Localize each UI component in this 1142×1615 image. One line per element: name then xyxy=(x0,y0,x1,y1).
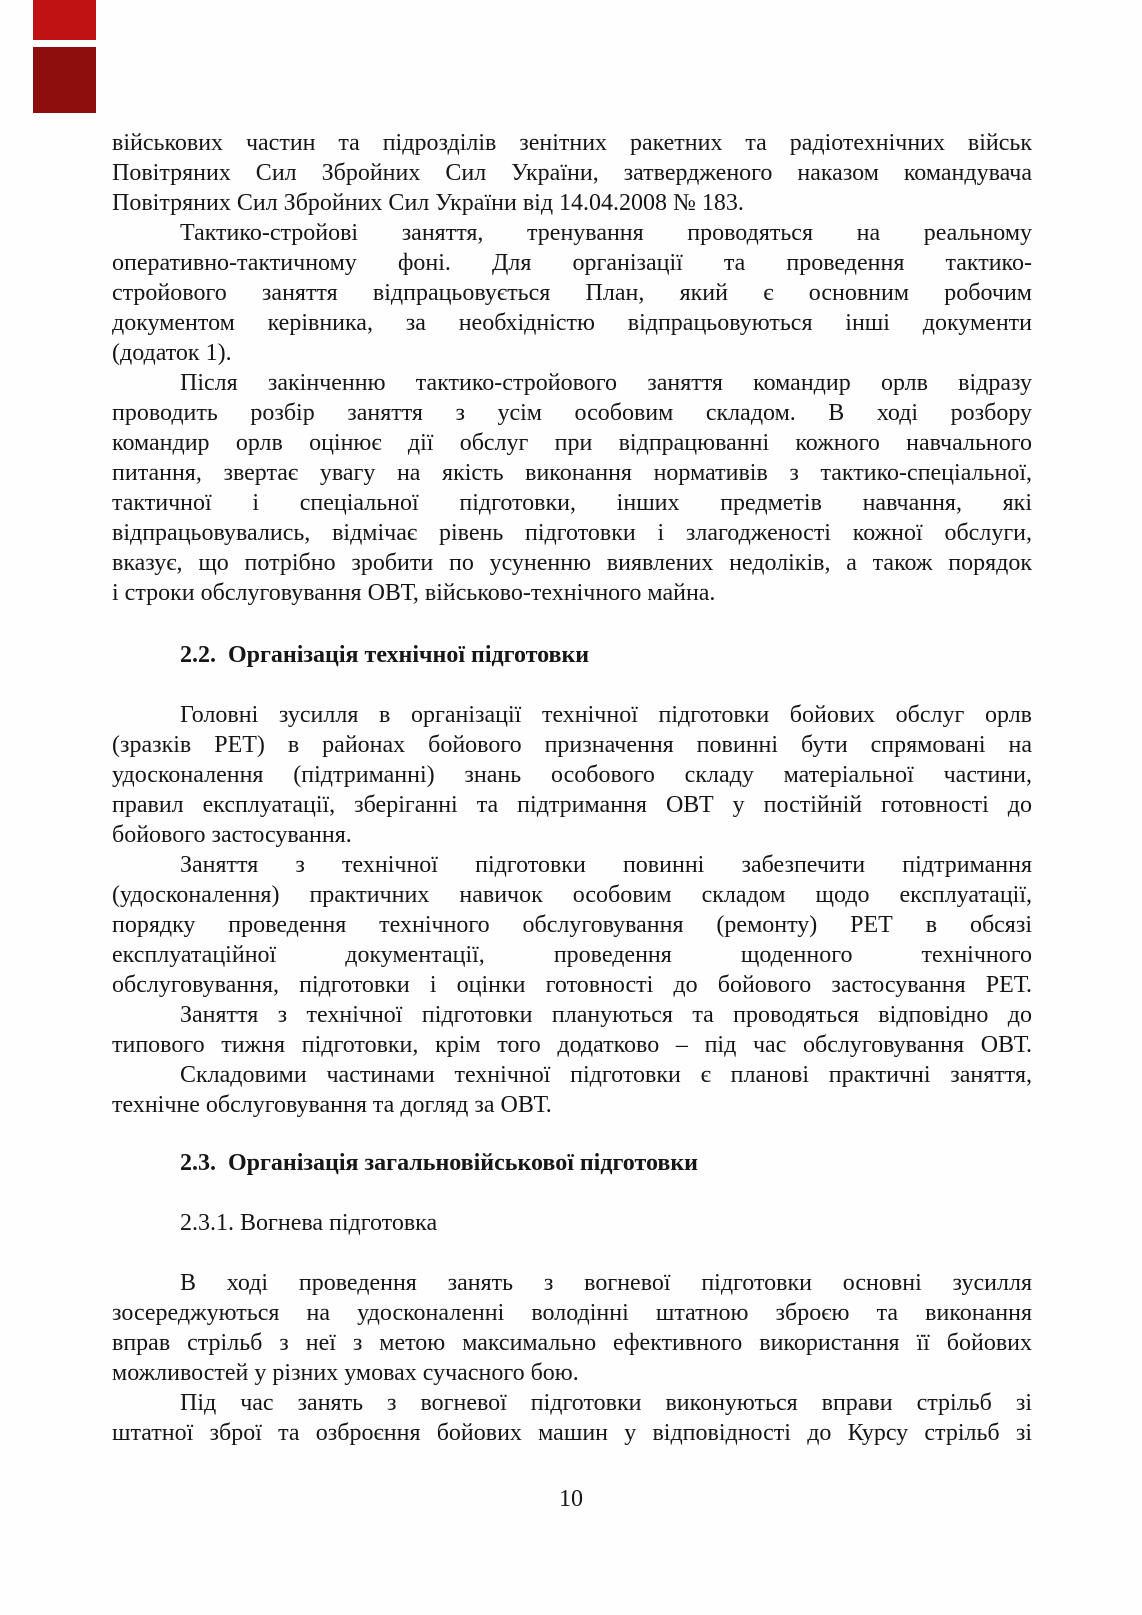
paragraph xyxy=(112,700,1032,850)
text-line: оперативно-тактичному фоні. Для організації та проведення тактико- xyxy=(112,250,1032,276)
text-line: Повітряних Сил Збройних Сил України, затвердженого наказом командувача xyxy=(112,160,1032,186)
paragraph xyxy=(112,128,1032,218)
text-line: питання, звертає увагу на якість виконання нормативів з тактико-спеціальної, xyxy=(112,460,1032,486)
text-line: командир орлв оцінює дії обслуг при відпрацюванні кожного навчального xyxy=(112,430,1032,456)
text-line: В ході проведення занять з вогневої підготовки основні зусилля xyxy=(180,1270,1032,1296)
scan-artifact-bottom xyxy=(33,47,96,113)
paragraph xyxy=(112,850,1032,1000)
text-line: вказує, що потрібно зробити по усуненню виявлених недоліків, а також порядок xyxy=(112,550,1032,576)
text-column xyxy=(112,128,1032,1448)
section-heading: 2.2. Організація технічної підготовки xyxy=(180,642,590,668)
text-line: відпрацьовувались, відмічає рівень підготовки і злагодженості кожної обслуги, xyxy=(112,520,1032,546)
text-line: Під час занять з вогневої підготовки виконуються вправи стрільб зі xyxy=(180,1390,1032,1416)
scan-artifact-top xyxy=(33,0,96,40)
text-line: технічне обслуговування та догляд за ОВТ. xyxy=(112,1092,552,1118)
text-line: можливостей у різних умовах сучасного бою. xyxy=(112,1360,579,1386)
paragraph xyxy=(112,1268,1032,1388)
text-line: правил експлуатації, зберіганні та підтримання ОВТ у постійній готовності до xyxy=(112,792,1032,818)
text-line: типового тижня підготовки, крім того додатково – під час обслуговування ОВТ. xyxy=(112,1032,1032,1058)
page-number: 10 xyxy=(559,1486,583,1512)
text-line: тактичної і спеціальної підготовки, інших предметів навчання, які xyxy=(112,490,1032,516)
text-line: (зразків РЕТ) в районах бойового призначення повинні бути спрямовані на xyxy=(112,732,1032,758)
text-line: Після закінченню тактико-стройового заняття командир орлв відразу xyxy=(180,370,1032,396)
text-line: і строки обслуговування ОВТ, військово-технічного майна. xyxy=(112,580,716,606)
text-line: бойового застосування. xyxy=(112,822,352,848)
paragraph xyxy=(112,218,1032,368)
text-line: вправ стрільб з неї з метою максимально ефективного використання її бойових xyxy=(112,1330,1032,1356)
text-line: Головні зусилля в організації технічної підготовки бойових обслуг орлв xyxy=(180,702,1032,728)
text-line: Складовими частинами технічної підготовки є планові практичні заняття, xyxy=(180,1062,1032,1088)
text-line: стройового заняття відпрацьовується План, який є основним робочим xyxy=(112,280,1032,306)
paragraph xyxy=(112,1388,1032,1448)
text-line: документом керівника, за необхідністю відпрацьовуються інші документи xyxy=(112,310,1032,336)
paragraph xyxy=(112,1000,1032,1060)
text-line: удосконалення (підтриманні) знань особового складу матеріальної частини, xyxy=(112,762,1032,788)
text-line: Тактико-стройові заняття, тренування проводяться на реальному xyxy=(180,220,1032,246)
text-line: експлуатаційної документації, проведення щоденного технічного xyxy=(112,942,1032,968)
text-line: обслуговування, підготовки і оцінки готовності до бойового застосування РЕТ. xyxy=(112,972,1032,998)
paragraph xyxy=(112,1060,1032,1120)
text-line: Повітряних Сил Збройних Сил України від 14.04.2008 № 183. xyxy=(112,190,744,216)
subsection-heading: 2.3.1. Вогнева підготовка xyxy=(180,1210,438,1236)
text-line: Заняття з технічної підготовки плануються та проводяться відповідно до xyxy=(180,1002,1032,1028)
paragraph xyxy=(112,368,1032,608)
text-line: (удосконалення) практичних навичок особовим складом щодо експлуатації, xyxy=(112,882,1032,908)
section-heading: 2.3. Організація загальновійськової підготовки xyxy=(180,1150,698,1176)
text-line: (додаток 1). xyxy=(112,340,232,366)
text-line: військових частин та підрозділів зенітних ракетних та радіотехнічних військ xyxy=(112,130,1032,156)
text-line: Заняття з технічної підготовки повинні забезпечити підтримання xyxy=(180,852,1032,878)
text-line: зосереджуються на удосконаленні володінні штатною зброєю та виконання xyxy=(112,1300,1032,1326)
text-line: штатної зброї та озброєння бойових машин у відповідності до Курсу стрільб зі xyxy=(112,1420,1032,1446)
text-line: проводить розбір заняття з усім особовим складом. В ході розбору xyxy=(112,400,1032,426)
text-line: порядку проведення технічного обслуговування (ремонту) РЕТ в обсязі xyxy=(112,912,1032,938)
